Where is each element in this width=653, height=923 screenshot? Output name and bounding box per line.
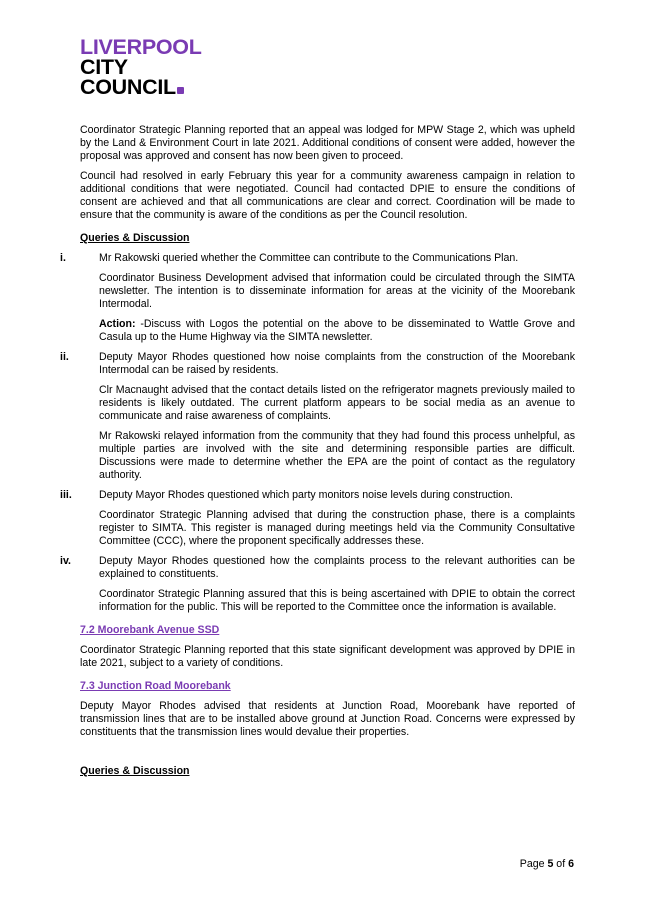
action-text: -Discuss with Logos the potential on the above to be disseminated to Wattle Grove and Casula up to the Hume Highway via the SIMTA newsletter.	[99, 318, 575, 343]
discussion-item	[60, 555, 575, 614]
section-heading-7-3: 7.3 Junction Road Moorebank	[80, 680, 231, 692]
item-number: iv.	[60, 555, 71, 567]
page-word: Page	[519, 858, 548, 870]
liverpool-city-council-logo	[80, 37, 202, 97]
logo-line-2: CITY	[80, 55, 128, 79]
discussion-item	[60, 351, 575, 482]
item-number: iii.	[60, 489, 72, 501]
section-7-3-text: Deputy Mayor Rhodes advised that residents at Junction Road, Moorebank have reported of transmission lines that are to be installed above ground at Junction Road. Concerns were expressed by constituents that the transmission lines would devalue their properties.	[80, 700, 575, 738]
of-word: of	[553, 858, 569, 870]
discussion-item	[60, 489, 575, 548]
logo-line-3	[80, 77, 202, 97]
item-question: Mr Rakowski queried whether the Committee can contribute to the Communications Plan.	[99, 252, 519, 264]
item-response: Coordinator Strategic Planning advised that during the construction phase, there is a complaints register to SIMTA. This register is managed during meetings held via the Community Consultative Committee (CCC), where the proponent specifically addresses these.	[99, 509, 575, 547]
item-question: Deputy Mayor Rhodes questioned which party monitors noise levels during construction.	[99, 489, 513, 501]
item-number: ii.	[60, 351, 69, 363]
action-label: Action:	[99, 318, 136, 330]
item-response: Coordinator Business Development advised that information could be circulated through the SIMTA newsletter. The intention is to disseminate information for areas at the vicinity of the Moorebank Intermodal.	[99, 272, 575, 310]
page-number	[520, 858, 574, 870]
document-body	[60, 124, 575, 785]
item-response: Mr Rakowski relayed information from the community that they had found this process unhelpful, as multiple parties are involved with the site and determining responsible parties are difficult. Discussions were made to determine whether the EPA are the point of contact as the regulatory authority.	[99, 430, 575, 481]
item-number: i.	[60, 252, 66, 264]
queries-heading: Queries & Discussion	[80, 232, 190, 244]
item-response: Clr Macnaught advised that the contact details listed on the refrigerator magnets previously mailed to residents is likely outdated. The current platform appears to be social media as an avenue to communicate and raise awareness of complaints.	[99, 384, 575, 422]
total-pages: 6	[568, 858, 574, 870]
item-question: Deputy Mayor Rhodes questioned how the complaints process to the relevant authorities can be explained to constituents.	[99, 555, 575, 580]
section-heading-7-2: 7.2 Moorebank Avenue SSD	[80, 624, 220, 636]
item-action	[99, 318, 575, 344]
queries-heading: Queries & Discussion	[80, 765, 190, 777]
current-page: 5	[547, 858, 554, 870]
logo-line-1: LIVERPOOL	[80, 35, 202, 59]
discussion-item	[60, 252, 575, 344]
logo-dot-icon	[177, 87, 184, 94]
item-question: Deputy Mayor Rhodes questioned how noise complaints from the construction of the Moorebank Intermodal can be raised by residents.	[99, 351, 575, 376]
paragraph-awareness-campaign: Council had resolved in early February this year for a community awareness campaign in relation to additional conditions that were negotiated. Council had contacted DPIE to ensure the conditions of consent are achieved and that all communications are clear and correct. Coordination will be made to ensure that the community is aware of the conditions as per the Council resolution.	[80, 170, 575, 221]
section-7-2-text: Coordinator Strategic Planning reported that this state significant development was approved by DPIE in late 2021, subject to a variety of conditions.	[80, 644, 575, 669]
item-response: Coordinator Strategic Planning assured that this is being ascertained with DPIE to obtain the correct information for the public. This will be reported to the Committee once the information is available.	[99, 588, 575, 613]
logo-line-3-text: COUNCIL	[80, 75, 176, 99]
paragraph-mpw-appeal: Coordinator Strategic Planning reported that an appeal was lodged for MPW Stage 2, which was upheld by the Land & Environment Court in late 2021. Additional conditions of consent were added, however the proposal was approved and consent has now been given to proceed.	[80, 124, 575, 162]
